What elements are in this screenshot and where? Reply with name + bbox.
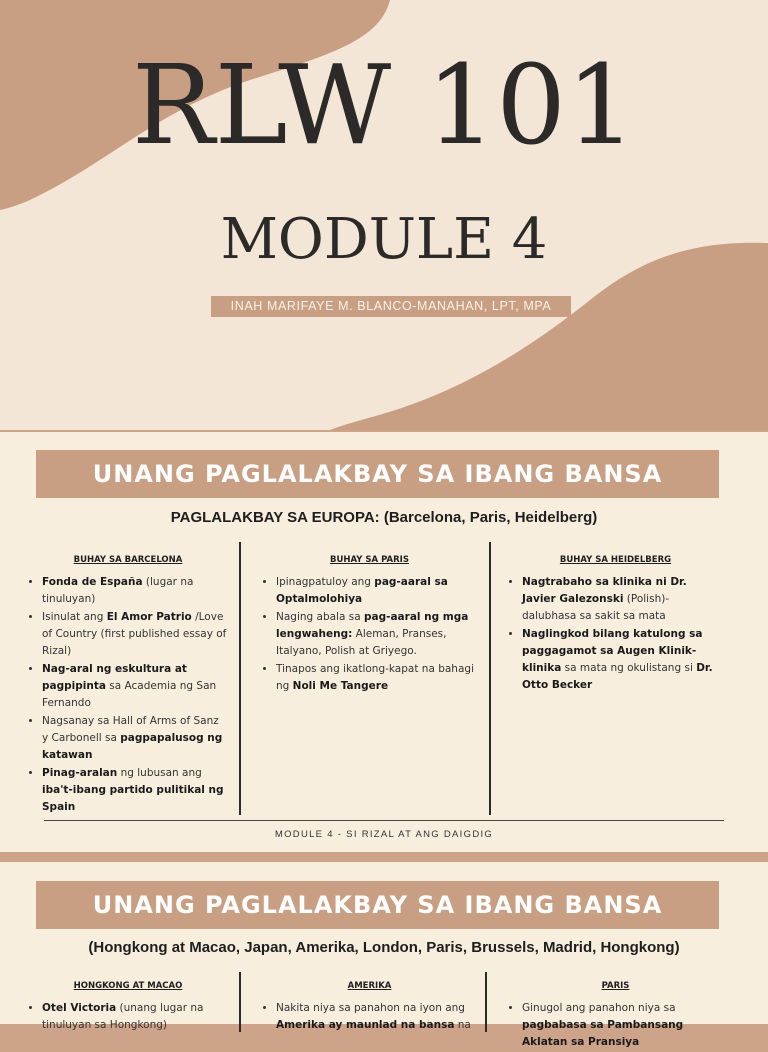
text: na <box>454 1019 471 1031</box>
text: Nagsanay sa Hall of Arms of Sanz y Carbonell sa <box>42 715 219 744</box>
column-paris-2 <box>508 980 723 1052</box>
bold-text: Noli Me Tangere <box>292 680 389 692</box>
list-item <box>42 574 228 608</box>
page-asia-america <box>0 862 768 1048</box>
footer-divider <box>44 820 724 821</box>
bold-text: pag-aaral ng mga lengwaheng: <box>276 611 469 640</box>
list-item <box>42 713 228 764</box>
section-subheading: PAGLALAKBAY SA EUROPA: (Barcelona, Paris, Heidelberg) <box>170 509 598 526</box>
text: ng lubusan ang <box>117 767 202 779</box>
bold-text: pagpapalusog ng katawan <box>42 732 223 761</box>
bullet-list <box>262 574 477 695</box>
bold-text: Naglingkod bilang katulong sa paggagamot sa Augen Klinik-klinika <box>522 628 703 674</box>
bold-text: Fonda de España <box>42 576 143 588</box>
bold-text: Nag-aral ng eskultura at pagpipinta <box>42 663 187 692</box>
bold-text: Amerika ay maunlad na bansa <box>276 1019 455 1031</box>
bold-text: iba't-ibang partido pulitikal ng Spain <box>42 784 224 813</box>
column-amerika <box>262 980 477 1035</box>
text: /Love of Country (first published essay of Rizal) <box>42 611 227 657</box>
list-item <box>276 574 477 608</box>
column-heidelberg <box>508 554 723 695</box>
text: Ipinagpatuloy ang <box>276 576 375 588</box>
column-heading: BUHAY SA BARCELONA <box>73 555 183 565</box>
column-heading: AMERIKA <box>347 981 392 991</box>
text: (Polish)- dalubhasa sa sakit sa mata <box>522 593 670 622</box>
list-item <box>42 765 228 816</box>
bold-text: El Amor Patrio <box>106 611 192 623</box>
text: Tinapos ang ikatlong-kapat na bahagi ng <box>276 663 474 692</box>
text: Ginugol ang panahon niya sa <box>522 1002 676 1014</box>
list-item <box>42 609 228 660</box>
column-heading: HONGKONG AT MACAO <box>73 981 183 991</box>
text: Aleman, Pranses, Italyano, Polish at Griyego. <box>276 628 447 657</box>
bold-text: Pinag-aralan <box>42 767 118 779</box>
list-item <box>522 626 723 694</box>
list-item <box>42 661 228 712</box>
column-divider <box>489 542 491 815</box>
page-footer: MODULE 4 - SI RIZAL AT ANG DAIGDIG <box>274 829 494 840</box>
text: sa Academia ng San Fernando <box>42 680 217 709</box>
column-heading: BUHAY SA HEIDELBERG <box>559 555 672 565</box>
text: Naging abala sa <box>276 611 364 623</box>
column-heading: PARIS <box>601 981 630 991</box>
text: Nakita niya sa panahon na iyon ang <box>276 1002 465 1014</box>
section-banner: UNANG PAGLALAKBAY SA IBANG BANSA <box>36 881 719 929</box>
list-item <box>522 1000 723 1051</box>
column-divider <box>239 972 241 1032</box>
list-item <box>276 1000 477 1034</box>
section-subheading: (Hongkong at Macao, Japan, Amerika, London, Paris, Brussels, Madrid, Hongkong) <box>88 939 680 956</box>
bullet-list <box>508 1000 723 1051</box>
column-heading: BUHAY SA PARIS <box>330 555 409 565</box>
page-europe <box>0 432 768 852</box>
bullet-list <box>28 1000 228 1034</box>
bold-text: Nagtrabaho sa klinika ni Dr. Javier Galezonski <box>522 576 687 605</box>
list-item <box>42 1000 228 1034</box>
bullet-list <box>508 574 723 694</box>
column-barcelona <box>28 554 228 817</box>
bold-text: Dr. Otto Becker <box>522 662 713 691</box>
column-hongkong-macao <box>28 980 228 1035</box>
text: (unang lugar na tinuluyan sa Hongkong) <box>42 1002 204 1031</box>
text: sa mata ng okulistang si <box>561 662 697 674</box>
bold-text: pag-aaral sa Optalmolohiya <box>276 576 448 605</box>
bullet-list <box>262 1000 477 1034</box>
list-item <box>276 609 477 660</box>
column-divider <box>239 542 241 815</box>
author-label: INAH MARIFAYE M. BLANCO-MANAHAN, LPT, MPA <box>211 296 571 317</box>
bullet-list <box>28 574 228 816</box>
column-paris <box>262 554 477 696</box>
list-item <box>276 661 477 695</box>
list-item <box>522 574 723 625</box>
column-divider <box>485 972 487 1032</box>
section-banner: UNANG PAGLALAKBAY SA IBANG BANSA <box>36 450 719 498</box>
course-title: RLW 101 <box>131 41 637 169</box>
text: (lugar na tinuluyan) <box>42 576 194 605</box>
cover-page <box>0 0 768 430</box>
module-title: MODULE 4 <box>220 207 548 272</box>
bold-text: Otel Victoria <box>42 1002 117 1014</box>
bold-text: pagbabasa sa Pambansang Aklatan sa Pransiya <box>522 1019 684 1048</box>
text: Isinulat ang <box>42 611 107 623</box>
